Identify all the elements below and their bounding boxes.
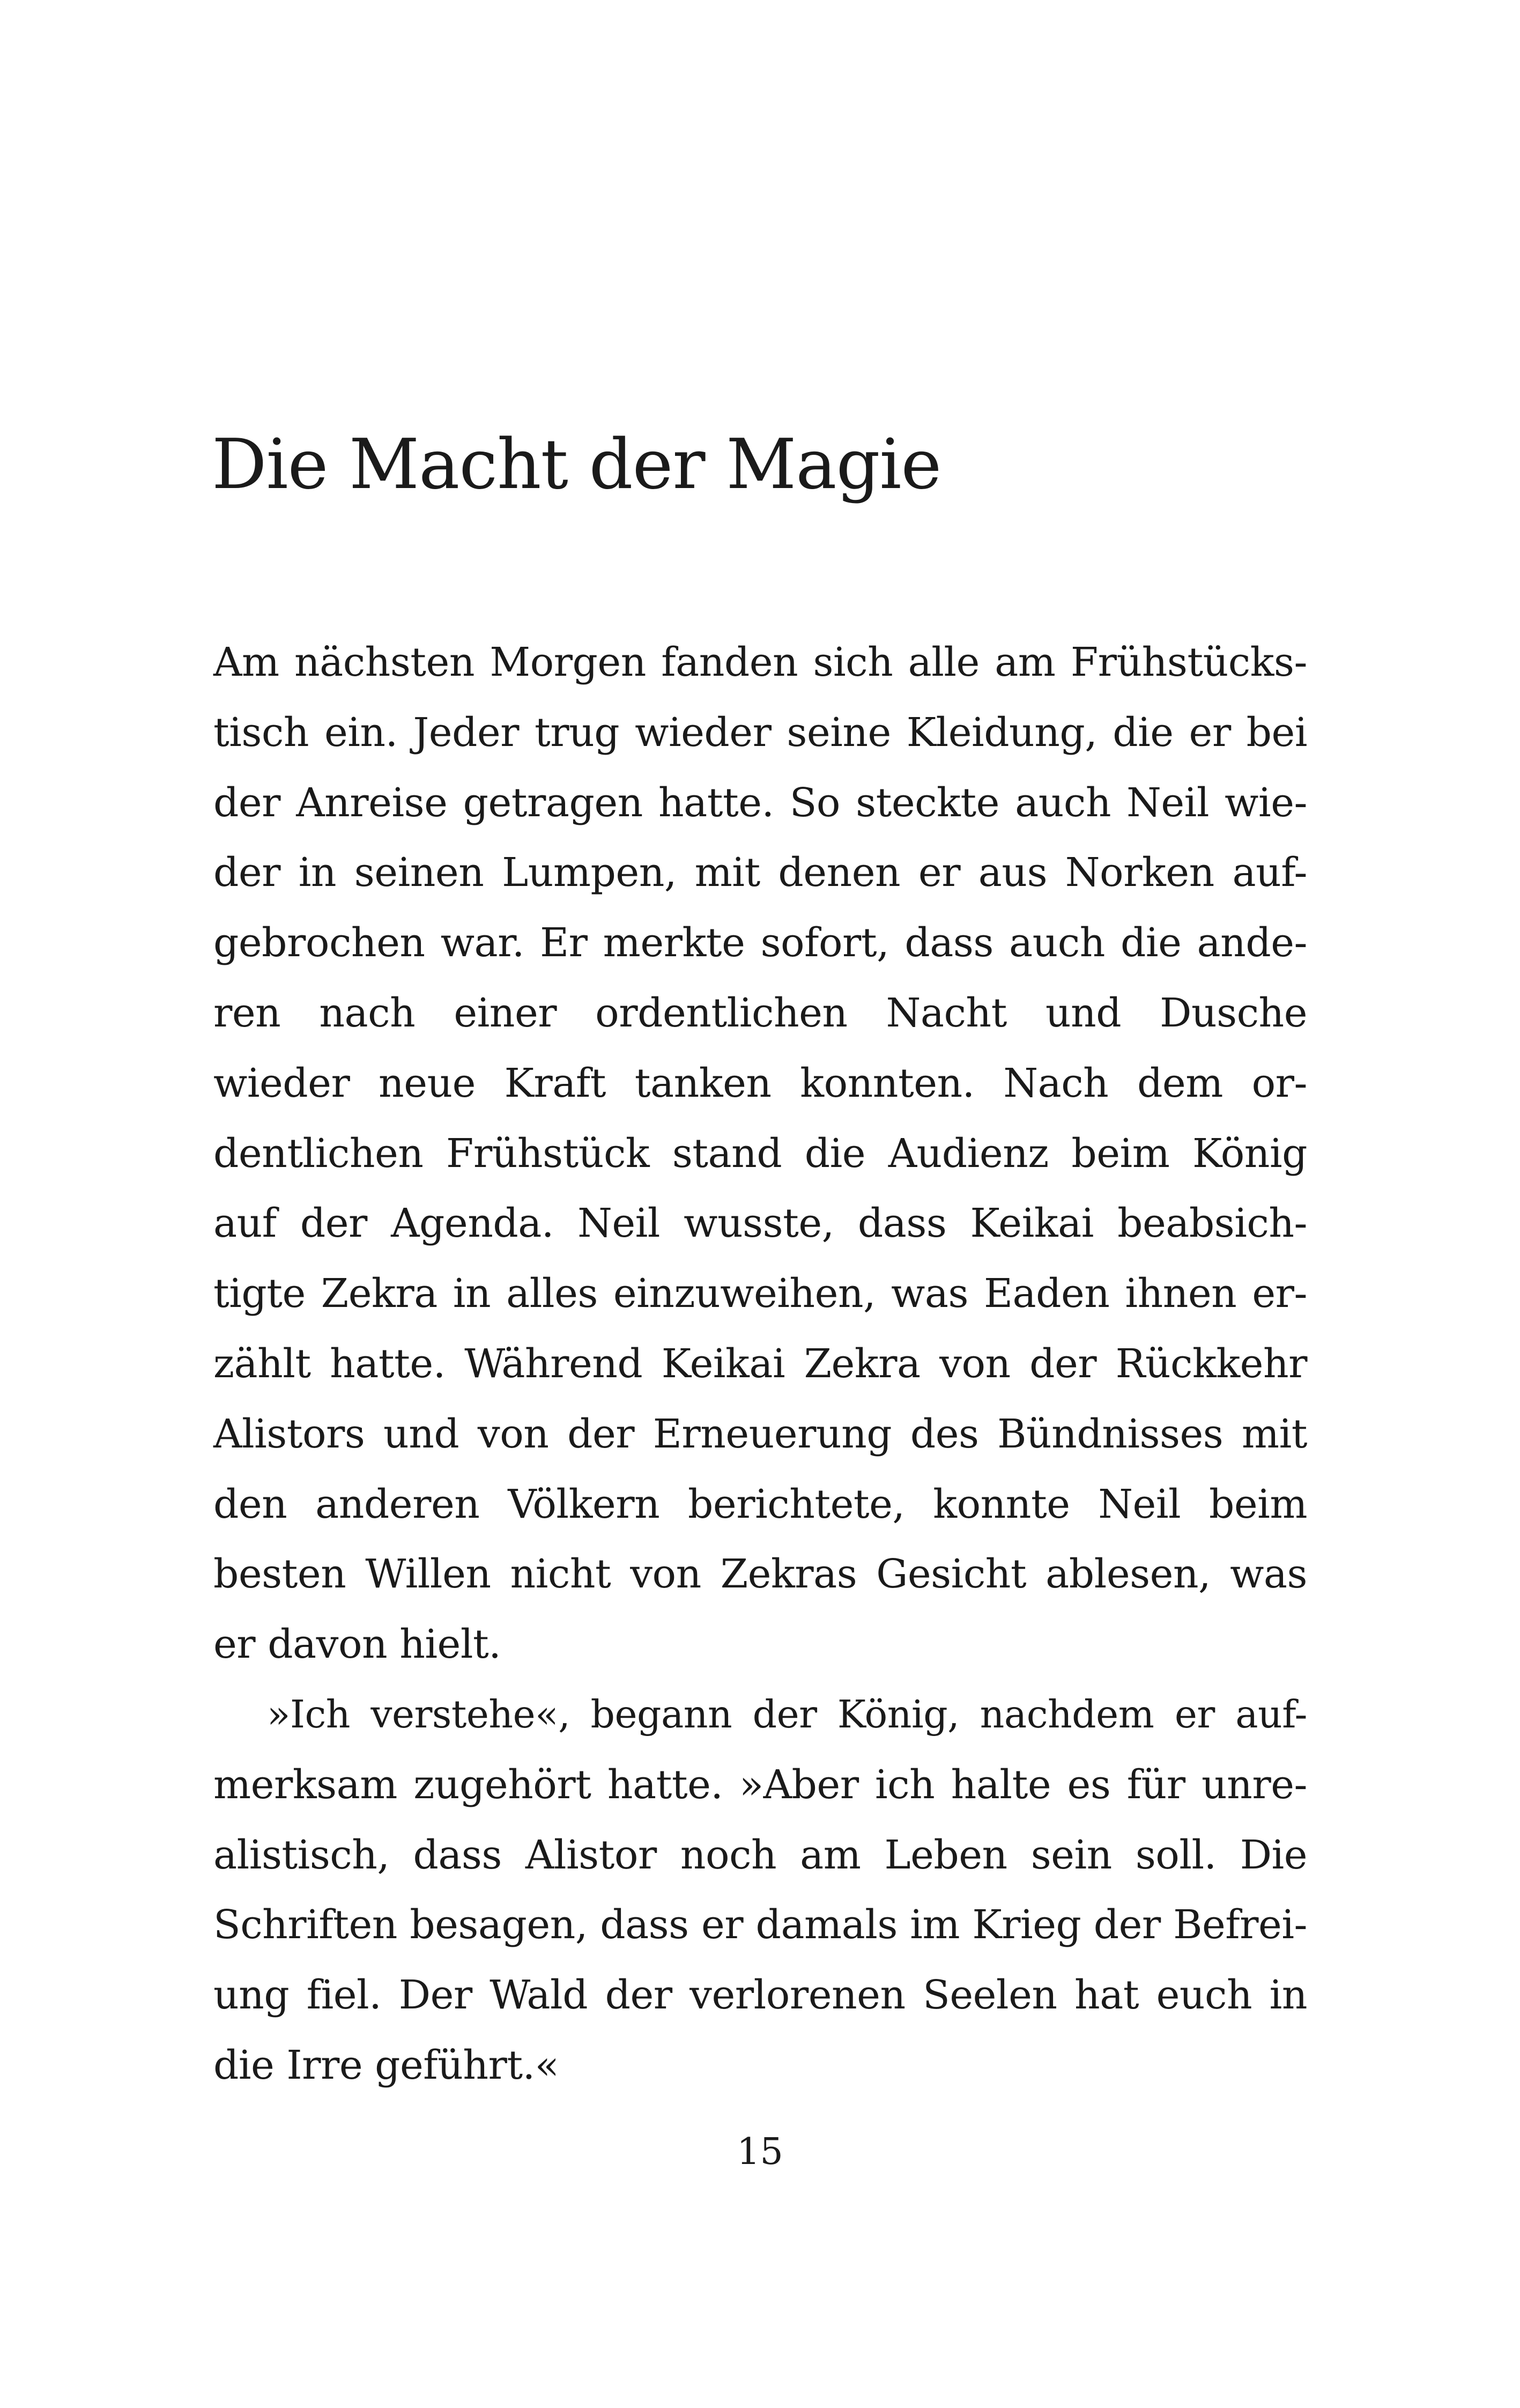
text-line: den anderen Völkern berichtete, konnte Neil beim (213, 1481, 1307, 1527)
body-text (213, 627, 1307, 2101)
text-line: die Irre geführt.« (213, 2042, 559, 2088)
text-line: tisch ein. Jeder trug wieder seine Kleidung, die er bei (213, 709, 1307, 756)
text-line: der in seinen Lumpen, mit denen er aus Norken auf- (213, 850, 1307, 896)
text-line: wieder neue Kraft tanken konnten. Nach dem or- (213, 1060, 1307, 1106)
text-line: »Ich verstehe«, begann der König, nachdem er auf- (267, 1691, 1307, 1737)
text-line: der Anreise getragen hatte. So steckte auch Neil wie- (213, 779, 1307, 826)
text-line: merksam zugehört hatte. »Aber ich halte es für unre- (213, 1761, 1307, 1808)
text-line: Alistors und von der Erneuerung des Bündnisses mit (213, 1410, 1307, 1457)
text-line: ung fiel. Der Wald der verlorenen Seelen hat euch in (213, 1972, 1307, 2019)
chapter-title: Die Macht der Magie (212, 425, 941, 505)
text-line: er davon hielt. (213, 1621, 501, 1668)
paragraph-1 (213, 627, 1307, 1680)
page-number: 15 (737, 2131, 783, 2173)
text-line: tigte Zekra in alles einzuweihen, was Eaden ihnen er- (213, 1271, 1307, 1317)
text-line: Am nächsten Morgen fanden sich alle am Frühstücks- (213, 639, 1307, 685)
text-line: dentlichen Frühstück stand die Audienz beim König (213, 1130, 1307, 1177)
text-line: gebrochen war. Er merkte sofort, dass auch die ande- (213, 920, 1307, 966)
text-line: alistisch, dass Alistor noch am Leben sein soll. Die (213, 1831, 1307, 1878)
paragraph-2 (213, 1680, 1307, 2101)
text-line: ren nach einer ordentlichen Nacht und Dusche (213, 989, 1307, 1036)
text-line: zählt hatte. Während Keikai Zekra von der Rückkehr (213, 1340, 1307, 1387)
text-line: auf der Agenda. Neil wusste, dass Keikai beabsich- (213, 1200, 1307, 1247)
text-line: Schriften besagen, dass er damals im Krieg der Befrei- (213, 1902, 1307, 1948)
text-line: besten Willen nicht von Zekras Gesicht ablesen, was (213, 1551, 1307, 1598)
